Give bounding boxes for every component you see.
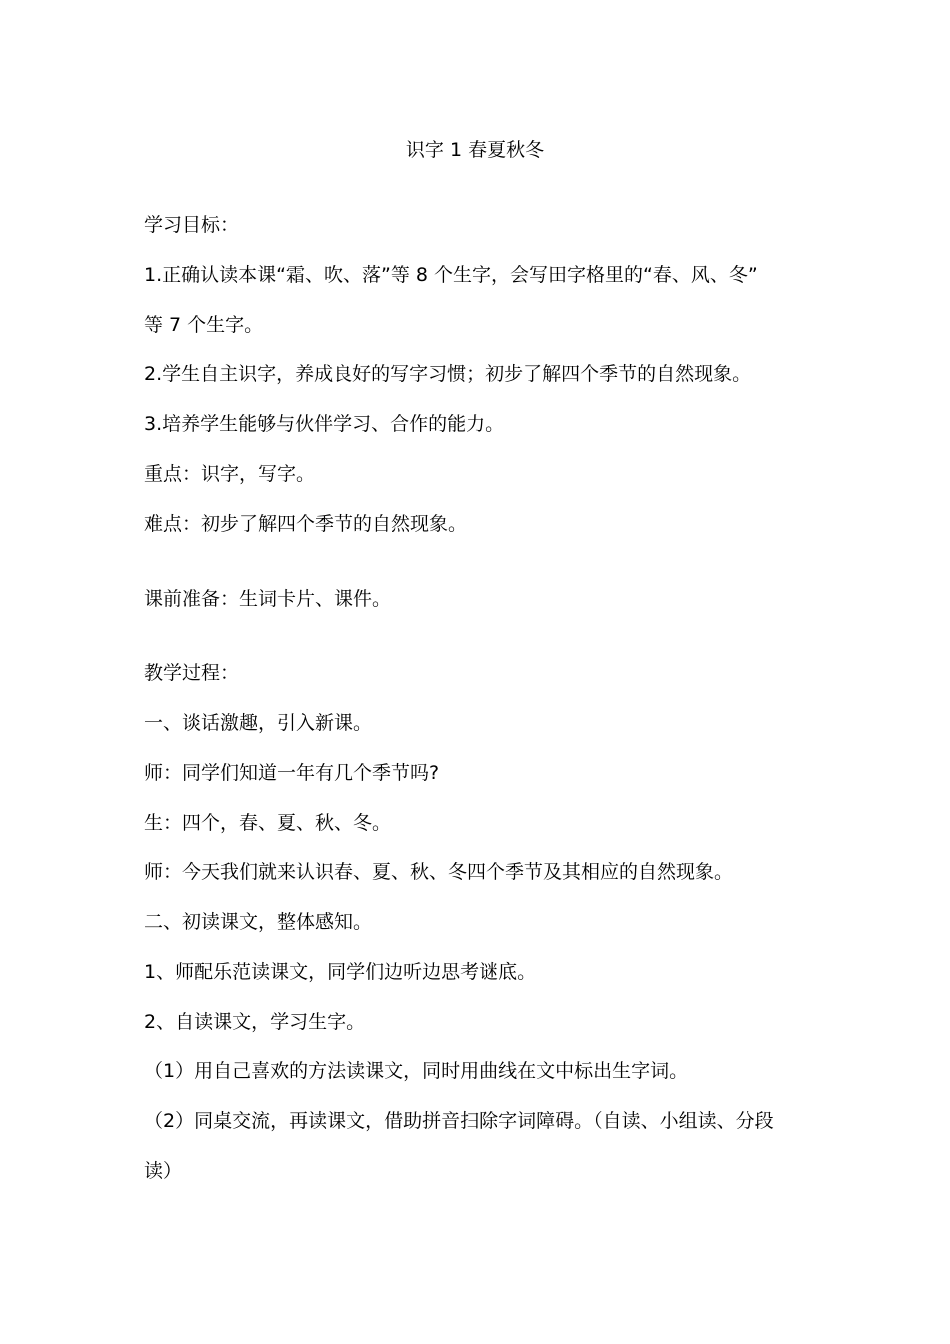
difficult-points: 难点：初步了解四个季节的自然现象。: [144, 513, 468, 535]
step-1-heading: 一、谈话激趣，引入新课。: [144, 712, 373, 734]
dialog-line: 师：今天我们就来认识春、夏、秋、冬四个季节及其相应的自然现象。: [144, 861, 734, 883]
key-points: 重点：识字，写字。: [144, 463, 316, 485]
objective-1-line-2: 等 7 个生字。: [144, 314, 264, 336]
objective-3: 3.培养学生能够与伙伴学习、合作的能力。: [144, 413, 505, 435]
document-title: 识字 1 春夏秋冬: [405, 139, 545, 161]
objective-2: 2.学生自主识字，养成良好的写字习惯；初步了解四个季节的自然现象。: [144, 363, 752, 385]
sub-list-item-line-1: （2）同桌交流，再读课文，借助拼音扫除字词障碍。（自读、小组读、分段: [144, 1110, 774, 1132]
list-item: 2、自读课文，学习生字。: [144, 1011, 366, 1033]
objective-1-line-1: 1.正确认读本课“霜、吹、落”等 8 个生字，会写田字格里的“春、风、冬”: [144, 264, 758, 286]
objectives-heading: 学习目标：: [144, 214, 240, 236]
sub-list-item-line-2: 读）: [144, 1160, 183, 1182]
sub-list-item: （1）用自己喜欢的方法读课文，同时用曲线在文中标出生字词。: [144, 1060, 689, 1082]
list-item: 1、师配乐范读课文，同学们边听边思考谜底。: [144, 961, 537, 983]
dialog-line: 生：四个，春、夏、秋、冬。: [144, 812, 392, 834]
dialog-line: 师：同学们知道一年有几个季节吗?: [144, 762, 440, 784]
preparation: 课前准备：生词卡片、课件。: [144, 588, 392, 610]
step-2-heading: 二、初读课文，整体感知。: [144, 911, 373, 933]
process-heading: 教学过程：: [144, 662, 240, 684]
